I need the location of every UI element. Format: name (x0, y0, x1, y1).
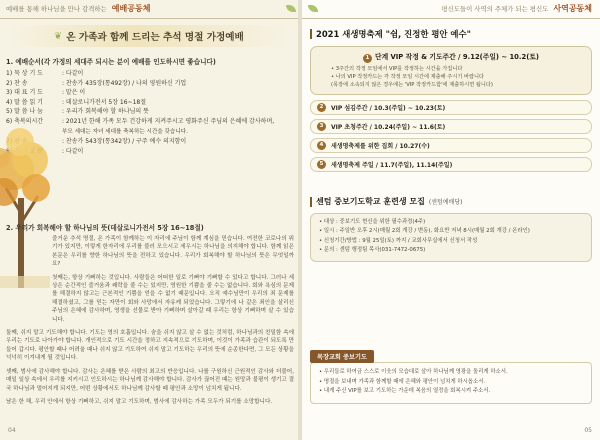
stage-number: 3 (317, 122, 326, 131)
order-row (6, 107, 292, 117)
order-item-label: 4) 말 씀 읽 기 (6, 98, 43, 106)
sermon-section (6, 222, 294, 411)
order-item-label: 2) 찬 송 (6, 79, 28, 87)
order-item-value: : 다같이 (62, 70, 84, 77)
section1-title: 1. 예배순서(각 가정의 세대주 되시는 분이 예배를 인도하시면 좋습니다) (6, 58, 216, 66)
festival-section (310, 28, 592, 176)
order-row (6, 79, 292, 89)
sermon-paragraph: 즐거운 추석 명절, 온 가족이 함께하는 이 자리에 주님이 함께 계심을 믿습니다. 여전한 코로나의 위기가 있지만, 이렇게 한자리에 우리를 불러 모으시고 세우시는 하나님을 의지해야 합니다. 함께 읽은 본문은 우리를 향한 하나님의 뜻을 전하고 있습니다. 우리가 회복해야 할 하나님의 뜻은 무엇일까요? (52, 236, 294, 268)
order-item-value: : 데살로니가전서 5장 16~18절 (62, 98, 147, 106)
stage-4-box (310, 138, 592, 153)
left-header (0, 0, 298, 19)
stage-label: 새생명축제 주일 / 11.7(주일), 11.14(주일) (331, 162, 453, 169)
stage-1-box (310, 46, 592, 95)
leaf-icon (286, 5, 296, 12)
order-item-label: 1) 묵 상 기 도 (6, 70, 43, 77)
page-number-right: 05 (584, 427, 592, 434)
stage-5-box (310, 157, 592, 172)
banner-title: 온 가족과 함께 드리는 추석 명절 가정예배 (66, 32, 244, 43)
prayer-title-tag: 목장교회 중보기도 (310, 350, 374, 363)
order-item-value: : 찬송가 543장(통342장) / 구주 예수 의지함이 (62, 138, 187, 146)
stage-number: 1 (363, 54, 372, 63)
order-note: 부모 세대는 자녀 세대를 축복하는 시간을 갖습니다. (62, 128, 188, 135)
left-header-title: 예배공동체 (111, 4, 151, 13)
festival-title (310, 28, 592, 40)
order-item-value: : 2021년 한해 가족 모두 건강하게 지켜주시고 평화주신 주님의 은혜에 감사하며, (62, 117, 275, 125)
left-header-subtitle: 예배를 통해 하나님을 만나 감격하는 (6, 5, 107, 13)
sermon-paragraph: 첫째는, 항상 기뻐하는 것입니다. 사람들은 어떠한 일로 기뻐야 기뻐할 수 있다고 합니다. 그러나 세상은 순간적인 즐거움과 쾌락을 줄 수는 있지만, 영원한 기쁨을 줄 수는 없습니다. 회와 욕심의 문제를 해결하지 않고는 근본적인 기쁨을 얻을 수 없기 때문입니다. 오직 예수님만이 우리의 죄 문제를 해결하셨고, 그를 믿는 자만이 회와 사망에서 자유케 되었습니다. 그렇기에 나 같은 죄인을 살리신 주님의 은혜에 감사하며, 영생을 선물로 받아 기뻐하며 살아갈 때 우리는 항상 기뻐하며 살 수 있습니다. (52, 274, 294, 323)
stage-label: VIP 섬김주간 / 10.3(주일) ~ 10.23(토) (331, 105, 446, 112)
stage-2-box (310, 100, 592, 115)
stage-1-line: (목장에 소속되지 않은 경우에는 'VIP 작정카드함'에 제출하시면 됩니다) (331, 82, 493, 88)
section-bar-icon (310, 197, 312, 207)
stage-3-box (310, 119, 592, 134)
school-title (310, 196, 592, 207)
left-page (0, 0, 298, 440)
school-info-line: • 신청기간/방법 : 9월 25일(토) 까지 / 교회사무실에서 신청서 작성 (319, 237, 478, 244)
worship-banner (6, 25, 292, 47)
prayer-line: • 우리들로 하여금 스스로 이웃의 모습대로 살아 하나님께 영광을 돌리게 하소서. (319, 369, 508, 375)
order-item-value: : 찬송가 435장(통492장) / 나의 영원하신 기업 (62, 79, 187, 87)
leaf-icon: ❦ (54, 30, 63, 42)
right-page (302, 0, 600, 440)
order-row (6, 98, 292, 108)
page-number-left: 04 (8, 427, 16, 434)
festival-title-text: 2021 새생명축제 "쉼, 진정한 평안 예수" (316, 29, 471, 39)
sermon-paragraph: 셋째, 범사에 감사해야 합니다. 감사는 은혜를 받은 사람의 최고의 반응입니다. 나를 구원하신 근원적인 감사와 더불어, 매일 일상 속에서 우리를 지키시고 인도하시는 하나님께 감사해야 합니다. 감사가 끊어진 때는 원망과 불평이 생기고 결국 하나님과 멀어지게 되지만, 어떤 상황에서도 하나님께 감사할 때 평안과 소망이 넘치게 됩니다. (6, 368, 294, 392)
stage-number: 2 (317, 103, 326, 112)
prayer-box (310, 362, 592, 404)
order-item-value: : 맡은 이 (62, 89, 86, 97)
right-header-title: 사역공동체 (553, 4, 592, 13)
stage-label: VIP 초청주간 / 10.24(주일) ~ 11.6(토) (331, 124, 446, 131)
order-item-label: 5) 말 씀 나 눔 (6, 108, 43, 116)
school-info-line: • 문의 : 센텀 행정팀 목사(031-7472-0675) (319, 247, 426, 254)
order-item-label: 3) 대 표 기 도 (6, 89, 43, 97)
school-location-tag: (센텀예배당) (428, 199, 463, 206)
stage-1-label: 단계 VIP 작정 & 기도주간 / 9.12(주일) ~ 10.2(토) (375, 53, 539, 61)
cell-prayer-section (310, 344, 592, 404)
stage-1-title (317, 51, 585, 63)
stage-1-line: • 나의 VIP 작정카드는 각 작정 모임 시간에 제출해 주시기 바랍니다 (331, 74, 485, 80)
prayer-school-section (310, 196, 592, 262)
section-bar-icon (310, 29, 312, 39)
stage-number: 5 (317, 160, 326, 169)
section2-title: 2. 우리가 회복해야 할 하나님의 뜻(데살로니가전서 5장 16~18절) (6, 224, 204, 232)
prayer-line: • 내게 주신 VIP를 보고 기도하는 가운데 복음의 열정을 회복시켜 주소서. (319, 388, 491, 395)
sermon-paragraph: 남은 한 해, 우리 안에서 항상 기뻐하고, 쉬지 말고 기도하며, 범사에 감사하는 가족 모두가 되기를 소망합니다. (6, 398, 273, 405)
stage-label: 새생명축제를 위한 집회 / 10.27(수) (331, 143, 430, 150)
right-header (302, 0, 600, 19)
stage-number: 4 (317, 141, 326, 150)
school-info-line: • 대상 : 중보기도 현신을 위한 필수과정(4주) (319, 219, 426, 225)
sermon-paragraph: 둘째, 쉬지 말고 기도해야 합니다. 기도는 영의 호흡입니다. 숨을 쉬지 않고 살 수 없는 것처럼, 하나님과의 친밀함 속에 우리는 기도로 나아가야 합니다. 개인적으로 기도 시간을 정하고 지속적으로 기도하며, 이것이 가족과 습관이 되도록 만들어 갑시다. 평안할 때나 어려울 때나 쉬지 않고 기도하여 쉬지 말고 기도하는 우리의 뜻에 순종한다면, 그 모든 상황을 넉넉히 이겨내게 될 것입니다. (6, 330, 294, 362)
prayer-line: • 명절을 보내며 가족과 함께할 때에 은혜와 평안이 넘치게 하시옵소서. (319, 378, 486, 385)
order-item-label: 6) 축복의시간 (6, 117, 44, 125)
school-title-text: 센텀 중보기도학교 훈련생 모집 (316, 197, 425, 206)
order-row (6, 88, 292, 98)
leaf-icon (308, 5, 318, 12)
order-item-value: : 다같이 (62, 147, 84, 155)
order-row (6, 69, 292, 79)
school-info-line: • 일시 : 주일반 오후 2시(매월 2회 개강 / 변동), 화요반 저녁 8시(매월 2회 개강 / 온라인) (319, 228, 530, 235)
right-header-subtitle: 평신도들이 사역의 주체가 되는 평신도 (441, 5, 549, 13)
school-info-box (310, 213, 592, 262)
stage-1-line: • 3주간의 작정 모임에서 VIP를 작정하는 시간을 가집니다 (331, 66, 463, 72)
order-item-value: : 우리가 회복해야 할 하나님의 뜻 (62, 108, 149, 116)
